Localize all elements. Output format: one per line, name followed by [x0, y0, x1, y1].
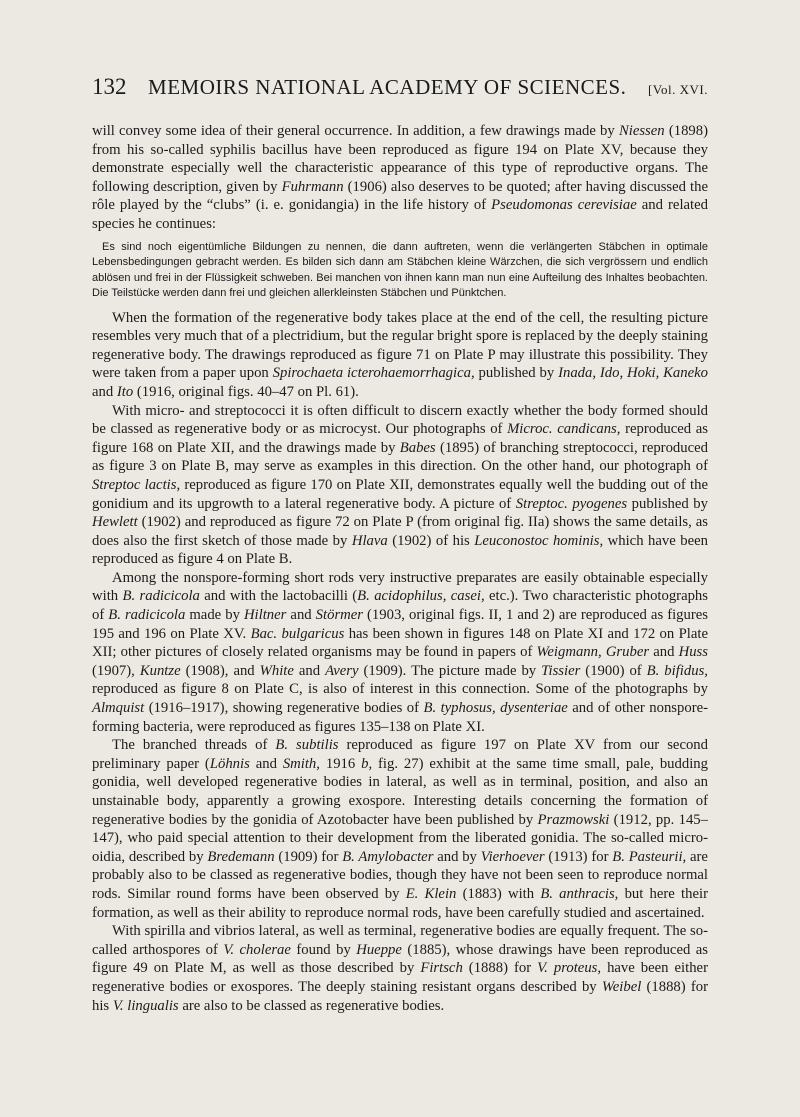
italic-run: Niessen [618, 123, 665, 139]
italic-run: Leuconostoc hominis, [474, 532, 604, 549]
italic-run: B. radicicola [108, 607, 186, 624]
italic-run: V. cholerae [223, 941, 291, 958]
paragraph: With spirilla and vibrios lateral, as well as terminal, regenerative bodies are equally frequent. The so-called arthospores of V. cholerae found by Hueppe (1885), whose drawings have been reproduced as figure 49 on Plate M, as well as those described by Firtsch (1888) for V. proteus, have been either regenerative bodies or exospores. The deeply staining resistant organs described by Weibel (1888) for his V. lingualis are also to be classed as regenerative bodies. [92, 923, 708, 1014]
italic-run: Löhnis [209, 755, 250, 772]
italic-run: Firtsch [420, 960, 463, 977]
italic-run: B. subtilis [275, 737, 339, 754]
paragraph: Among the nonspore-forming short rods very instructive preparates are easily obtainable especially with B. radicicola and with the lactobacilli (B. acidophilus, casei, etc.). Two characteristic photographs of B. radicicola made by Hiltner and Störmer (1903, original figs. II, 1 and 2) are reproduced as figures 195 and 196 on Plate XV. Bac. bulgaricus has been shown in figures 148 on Plate XI and 172 on Plate XII; other pictures of closely related organisms may be found in papers of Weigmann, Gruber and Huss (1907), Kuntze (1908), and White and Avery (1909). The picture made by Tissier (1900) of B. bifidus, reproduced as figure 8 on Plate C, is also of interest in this connection. Some of the photographs by Almquist (1916–1917), showing regenerative bodies of B. typhosus, dysenteriae and of other nonspore-forming bacteria, were reproduced as figures 135–138 on Plate XI. [92, 569, 708, 735]
body-text [92, 122, 708, 1015]
italic-run: Hueppe [356, 941, 402, 958]
italic-run: Hlava [351, 532, 388, 549]
italic-run: B. acidophilus, casei, [357, 588, 485, 605]
italic-run: Fuhrmann [281, 178, 344, 195]
italic-run: Vierhoever [480, 848, 545, 865]
italic-run: White [259, 662, 294, 679]
italic-run: Babes [399, 439, 436, 456]
running-title: MEMOIRS NATIONAL ACADEMY OF SCIENCES. [148, 75, 627, 99]
paragraph: With micro- and streptococci it is often difficult to discern exactly whether the body formed should be classed as regenerative body or as microcyst. Our photographs of Microc. candicans, reproduced as figure 168 on Plate XII, and the drawings made by Babes (1895) of branching streptococci, reproduced as figure 3 on Plate B, may serve as examples in this direction. On the other hand, our photograph of Streptoc lactis, reproduced as figure 170 on Plate XII, demonstrates equally well the budding out of the gonidium and its upgrowth to a lateral regenerative body. A picture of Streptoc. pyogenes published by Hewlett (1902) and reproduced as figure 72 on Plate P (from original fig. IIa) shows the same details, as does also the first sketch of those made by Hlava (1902) of his Leuconostoc hominis, which have been reproduced as figure 4 on Plate B. [92, 402, 708, 568]
page-header [92, 74, 708, 104]
volume-label: [Vol. XVI. [647, 82, 708, 97]
italic-run: Bac. bulgaricus [250, 625, 345, 642]
italic-run: V. lingualis [112, 997, 179, 1014]
italic-run: Bredemann [207, 848, 275, 865]
italic-run: Spirochaeta icterohaemorrhagica, [272, 365, 475, 382]
main-section [92, 309, 708, 1016]
italic-run: Tissier [541, 662, 581, 679]
italic-run: Avery [325, 662, 359, 679]
paragraph: When the formation of the regenerative body takes place at the end of the cell, the resulting picture resembles very much that of a plectridium, but the regular bright spore is replaced by the deeply staining regenerative body. The drawings reproduced as figure 71 on Plate P may illustrate this possibility. They were taken from a paper upon Spirochaeta icterohaemorrhagica, published by Inada, Ido, Hoki, Kaneko and Ito (1916, original figs. 40–47 on Pl. 61). [92, 309, 708, 400]
paragraph: The branched threads of B. subtilis reproduced as figure 197 on Plate XV from our second preliminary paper (Löhnis and Smith, 1916 b, fig. 27) exhibit at the same time small, pale, budding gonidia, well developed regenerative bodies in lateral, as well as in terminal, position, and also an unstainable body, apparently a growing exospore. Interesting details concerning the formation of regenerative bodies by the gonidia of Azotobacter have been published by Prazmowski (1912, pp. 145–147), who paid special attention to their development from the liberated gonidia. The so-called micro-oidia, described by Bredemann (1909) for B. Amylobacter and by Vierhoever (1913) for B. Pasteurii, are probably also to be classed as regenerative bodies, though they have not been seen to reproduce normal rods. Similar round forms have been observed by E. Klein (1883) with B. anthracis, but here their formation, as well as their ability to reproduce normal rods, have been carefully studied and ascertained. [92, 737, 708, 921]
italic-run: B. typhosus, dysenteriae [423, 700, 568, 717]
italic-run: E. Klein [405, 885, 457, 902]
italic-run: Prazmowski [537, 811, 610, 828]
italic-run: Weibel [601, 978, 642, 995]
italic-run: Störmer [315, 607, 363, 624]
italic-run: Microc. candicans, [507, 421, 621, 438]
italic-run: Hewlett [92, 514, 138, 531]
italic-run: B. Pasteurii, [612, 848, 687, 865]
italic-run: Ito [116, 383, 134, 400]
italic-run: Weigmann, Gruber [536, 644, 650, 661]
italic-run: Inada, Ido, Hoki, Kaneko [558, 365, 708, 382]
page-number: 132 [92, 74, 127, 99]
italic-run: Smith, [282, 755, 320, 772]
italic-run: B. radicicola [122, 588, 200, 605]
paragraph: will convey some idea of their general occurrence. In addition, a few drawings made by Niessen (1898) from his so-called syphilis bacillus have been reproduced as figure 194 on Plate XV, because they demonstrate especially well the characteristic appearance of this type of reproductive organs. The following description, given by Fuhrmann (1906) also deserves to be quoted; after having discussed the rôle played by the “clubs” (i. e. gonidangia) in the life history of Pseudomonas cerevisiae and related species he continues: [92, 123, 708, 232]
intro-section [92, 122, 708, 234]
italic-run: Streptoc lactis, [92, 476, 181, 493]
italic-run: B. bifidus, [646, 662, 708, 679]
italic-run: Almquist [92, 700, 145, 717]
italic-run: Pseudomonas cerevisiae [491, 197, 637, 214]
italic-run: Kuntze [139, 662, 181, 679]
italic-run: Streptoc. pyogenes [515, 495, 628, 512]
italic-run: B. anthracis, [540, 885, 619, 902]
italic-run: b, [361, 755, 373, 772]
italic-run: V. proteus, [537, 960, 602, 977]
italic-run: B. Amylobacter [342, 848, 434, 865]
quote-text: Es sind noch eigentümliche Bildungen zu nennen, die dann auftreten, wenn die verlängerten Stäbchen in optimale Lebensbedingungen gebracht werden. Es bilden sich dann am Stäbchen kleine Wärzchen, die sich vergrössern und endlich ablösen und frei in der Flüssigkeit schweben. Bei manchen von ihnen kann man nun eine Aufteilung des Inhaltes beobachten. Die Teilstücke werden dann frei und gleichen allerkleinsten Stäbchen und Pünktchen. [92, 240, 708, 300]
italic-run: Hiltner [243, 607, 287, 624]
italic-run: Huss [678, 644, 708, 661]
german-quotation [92, 240, 708, 302]
